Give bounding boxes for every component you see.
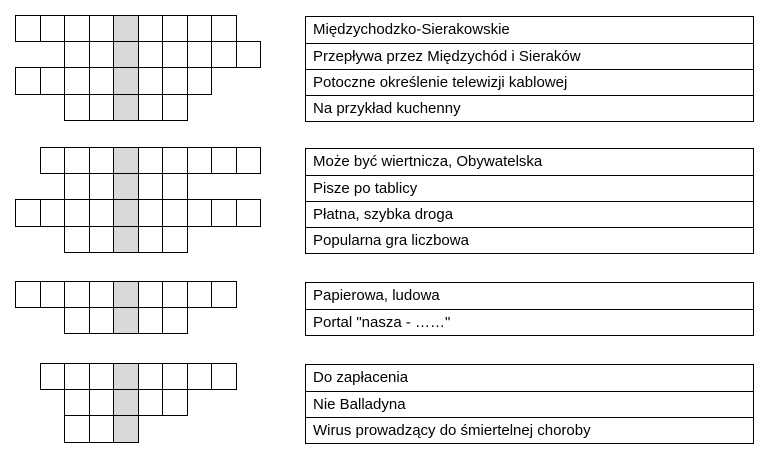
letter-cell[interactable]	[138, 363, 164, 390]
letter-cell[interactable]	[64, 147, 90, 174]
letter-cell[interactable]	[162, 67, 188, 94]
key-cell[interactable]	[113, 41, 139, 68]
letter-cell[interactable]	[211, 15, 237, 42]
letter-cell[interactable]	[138, 94, 164, 121]
letter-cell[interactable]	[89, 281, 115, 308]
key-cell[interactable]	[113, 389, 139, 416]
letter-cell[interactable]	[162, 41, 188, 68]
clue-box	[305, 364, 754, 444]
clue-text: Może być wiertnicza, Obywatelska	[313, 153, 543, 170]
clue-text: Nie Balladyna	[306, 391, 753, 417]
key-cell[interactable]	[113, 67, 139, 94]
letter-cell[interactable]	[64, 94, 90, 121]
clue-box	[305, 282, 754, 336]
letter-cell[interactable]	[211, 147, 237, 174]
letter-cell[interactable]	[15, 281, 41, 308]
letter-cell[interactable]	[211, 199, 237, 226]
letter-cell[interactable]	[89, 15, 115, 42]
letter-cell[interactable]	[162, 307, 188, 334]
letter-cell[interactable]	[187, 281, 213, 308]
letter-cell[interactable]	[64, 199, 90, 226]
letter-cell[interactable]	[40, 199, 66, 226]
key-cell[interactable]	[113, 281, 139, 308]
letter-cell[interactable]	[187, 67, 213, 94]
key-cell[interactable]	[113, 173, 139, 200]
letter-cell[interactable]	[89, 67, 115, 94]
letter-cell[interactable]	[40, 281, 66, 308]
key-cell[interactable]	[113, 199, 139, 226]
letter-cell[interactable]	[64, 41, 90, 68]
letter-cell[interactable]	[64, 281, 90, 308]
letter-cell[interactable]	[236, 147, 262, 174]
clue-text: Portal "nasza - ……"	[306, 309, 753, 335]
letter-cell[interactable]	[138, 15, 164, 42]
key-cell[interactable]	[113, 94, 139, 121]
letter-cell[interactable]	[211, 41, 237, 68]
letter-cell[interactable]	[138, 147, 164, 174]
letter-cell[interactable]	[138, 281, 164, 308]
letter-cell[interactable]	[138, 41, 164, 68]
letter-cell[interactable]	[211, 363, 237, 390]
clue-box	[305, 16, 754, 122]
letter-cell[interactable]	[162, 363, 188, 390]
letter-cell[interactable]	[64, 226, 90, 253]
clue-text: Międzychodzko-Sierakowskie	[313, 21, 510, 38]
clue-text: Papierowa, ludowa	[313, 287, 440, 304]
letter-cell[interactable]	[40, 363, 66, 390]
letter-cell[interactable]	[138, 173, 164, 200]
letter-cell[interactable]	[187, 147, 213, 174]
letter-cell[interactable]	[187, 41, 213, 68]
letter-cell[interactable]	[236, 199, 262, 226]
letter-cell[interactable]	[187, 363, 213, 390]
clue-text: Popularna gra liczbowa	[306, 227, 753, 253]
letter-cell[interactable]	[162, 147, 188, 174]
letter-cell[interactable]	[89, 199, 115, 226]
letter-cell[interactable]	[162, 173, 188, 200]
clue-text: Wirus prowadzący do śmiertelnej choroby	[306, 417, 753, 443]
letter-cell[interactable]	[89, 147, 115, 174]
letter-cell[interactable]	[89, 415, 115, 442]
key-cell[interactable]	[113, 226, 139, 253]
letter-cell[interactable]	[15, 199, 41, 226]
letter-cell[interactable]	[89, 307, 115, 334]
letter-cell[interactable]	[138, 226, 164, 253]
letter-cell[interactable]	[89, 41, 115, 68]
key-cell[interactable]	[113, 147, 139, 174]
letter-cell[interactable]	[187, 199, 213, 226]
key-cell[interactable]	[113, 415, 139, 442]
key-cell[interactable]	[113, 15, 139, 42]
clue-box	[305, 148, 754, 254]
letter-cell[interactable]	[89, 173, 115, 200]
letter-cell[interactable]	[162, 199, 188, 226]
letter-cell[interactable]	[138, 67, 164, 94]
clue-text: Pisze po tablicy	[306, 175, 753, 201]
letter-cell[interactable]	[138, 389, 164, 416]
letter-cell[interactable]	[64, 67, 90, 94]
letter-cell[interactable]	[138, 199, 164, 226]
letter-cell[interactable]	[89, 363, 115, 390]
letter-cell[interactable]	[89, 94, 115, 121]
letter-cell[interactable]	[236, 41, 262, 68]
letter-cell[interactable]	[162, 94, 188, 121]
key-cell[interactable]	[113, 307, 139, 334]
letter-cell[interactable]	[89, 226, 115, 253]
letter-cell[interactable]	[64, 389, 90, 416]
letter-cell[interactable]	[211, 281, 237, 308]
clue-text: Na przykład kuchenny	[306, 95, 753, 121]
letter-cell[interactable]	[64, 307, 90, 334]
letter-cell[interactable]	[162, 15, 188, 42]
key-cell[interactable]	[113, 363, 139, 390]
letter-cell[interactable]	[187, 15, 213, 42]
clue-text: Płatna, szybka droga	[306, 201, 753, 227]
letter-cell[interactable]	[162, 389, 188, 416]
clue-text: Potoczne określenie telewizji kablowej	[306, 69, 753, 95]
letter-cell[interactable]	[64, 15, 90, 42]
letter-cell[interactable]	[138, 307, 164, 334]
letter-cell[interactable]	[40, 67, 66, 94]
letter-cell[interactable]	[15, 15, 41, 42]
clue-text: Do zapłacenia	[313, 369, 409, 386]
letter-cell[interactable]	[162, 281, 188, 308]
letter-cell[interactable]	[15, 67, 41, 94]
clue-text: Przepływa przez Międzychód i Sieraków	[306, 43, 753, 69]
letter-cell[interactable]	[89, 389, 115, 416]
letter-cell[interactable]	[162, 226, 188, 253]
letter-cell[interactable]	[40, 147, 66, 174]
letter-cell[interactable]	[64, 173, 90, 200]
letter-cell[interactable]	[64, 363, 90, 390]
letter-cell[interactable]	[40, 15, 66, 42]
letter-cell[interactable]	[64, 415, 90, 442]
